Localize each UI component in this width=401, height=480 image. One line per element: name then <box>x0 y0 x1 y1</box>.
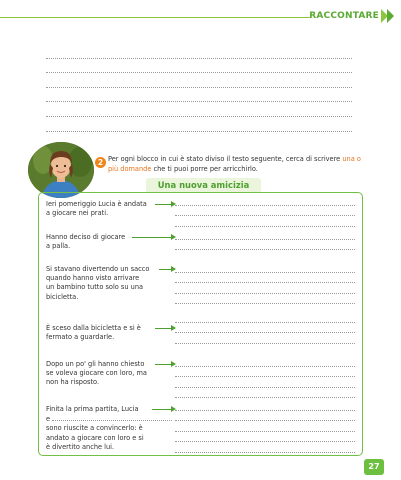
instruction-text: Per ogni blocco in cui è stato diviso il testo seguente, cerca di scrivere <box>108 155 343 163</box>
section-title: RACCONTARE <box>309 11 379 21</box>
girl-photo <box>28 142 94 198</box>
answer-lines-block-2[interactable] <box>175 229 355 250</box>
answer-lines-block-5[interactable] <box>175 356 355 398</box>
answer-lines-top[interactable] <box>46 44 352 132</box>
story-block-6: Finita la prima partita, Lucia e sono riuscite a convincerlo: è andato a giocare con loro e si è divertito anche lui. <box>46 405 172 452</box>
story-block-4: È sceso dalla bicicletta e si è fermato a guardarle. <box>46 324 141 342</box>
arrow-icon <box>155 204 172 205</box>
girl-illustration <box>28 142 94 198</box>
instruction-highlight: una o più domande <box>108 155 361 173</box>
answer-lines-block-4[interactable] <box>175 312 355 344</box>
arrow-icon <box>132 237 172 238</box>
arrow-icon <box>152 409 172 410</box>
story-block-2: Hanno deciso di giocare a palla. <box>46 233 126 251</box>
answer-lines-block-1[interactable] <box>175 195 355 227</box>
story-block-5: Dopo un po' gli hanno chiesto se voleva giocare con loro, ma non ha risposto. <box>46 360 147 387</box>
story-title: Una nuova amicizia <box>146 178 261 193</box>
header-rule <box>0 17 310 18</box>
arrow-icon <box>159 269 172 270</box>
arrow-icon <box>155 364 172 365</box>
fill-in-blank[interactable] <box>52 414 172 421</box>
exercise-instruction <box>108 155 368 174</box>
story-block-3: Si stavano divertendo un sacco quando hanno visto arrivare un bambino tutto solo su una bicicletta. <box>46 265 150 301</box>
exercise-number-badge: 2 <box>95 157 106 168</box>
answer-lines-block-3[interactable] <box>175 262 355 304</box>
answer-lines-block-6[interactable] <box>175 400 355 453</box>
chevron-right-icon <box>381 9 395 23</box>
instruction-text-end: che ti puoi porre per arricchirlo. <box>151 164 258 173</box>
story-block-1: Ieri pomeriggio Lucia è andata a giocare nei prati. <box>46 200 147 218</box>
section-header <box>0 0 401 30</box>
page-number: 27 <box>364 459 384 475</box>
arrow-icon <box>155 328 172 329</box>
